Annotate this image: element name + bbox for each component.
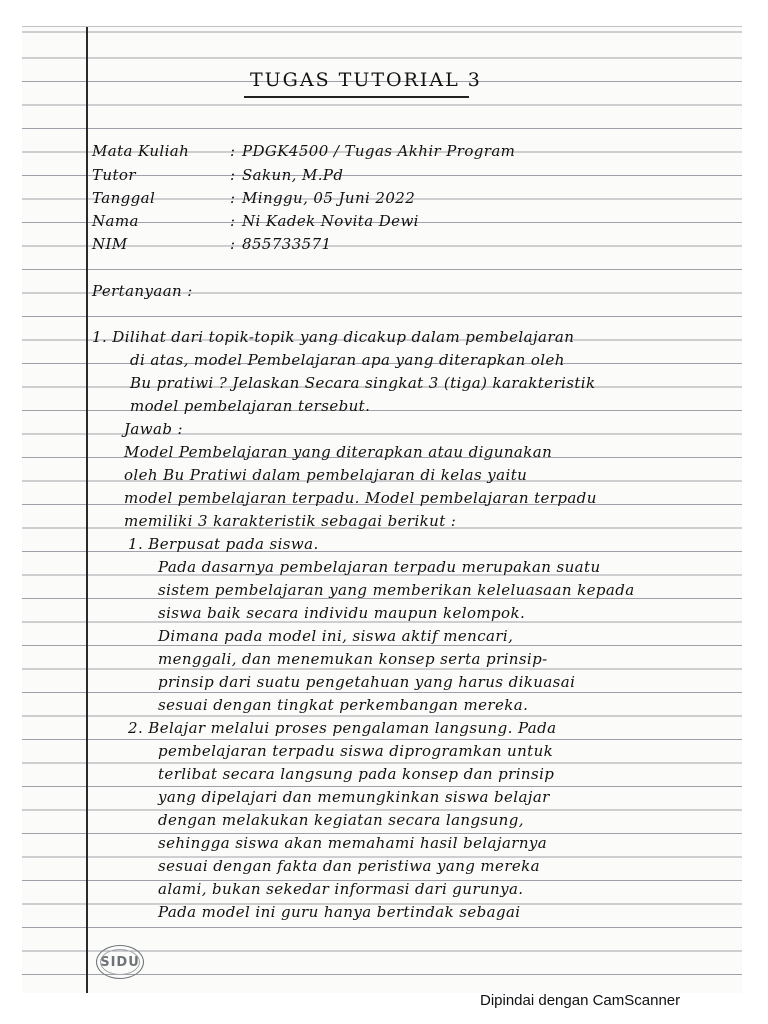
nim-value: 855733571	[242, 235, 332, 253]
point-1-line: Pada dasarnya pembelajaran terpadu merupakan suatu	[158, 558, 601, 576]
colon: :	[230, 166, 236, 184]
nama-label: Nama	[92, 212, 139, 230]
point-1-line: Dimana pada model ini, siswa aktif mencari,	[158, 627, 514, 645]
nama-value: Ni Kadek Novita Dewi	[242, 212, 419, 230]
point-2-line: 2. Belajar melalui proses pengalaman langsung. Pada	[128, 719, 557, 737]
tutor-label: Tutor	[92, 166, 136, 184]
colon: :	[230, 142, 236, 160]
point-2-line: sesuai dengan fakta dan peristiwa yang mereka	[158, 857, 540, 875]
answer-line: memiliki 3 karakteristik sebagai berikut :	[124, 512, 457, 530]
point-2-line: terlibat secara langsung pada konsep dan prinsip	[158, 765, 555, 783]
answer-line: Model Pembelajaran yang diterapkan atau digunakan	[124, 443, 553, 461]
point-2-line: alami, bukan sekedar informasi dari gurunya.	[158, 880, 524, 898]
answer-line: model pembelajaran terpadu. Model pembelajaran terpadu	[124, 489, 597, 507]
colon: :	[230, 189, 236, 207]
colon: :	[230, 212, 236, 230]
pertanyaan-label: Pertanyaan :	[92, 282, 193, 300]
point-1-line: sesuai dengan tingkat perkembangan mereka.	[158, 696, 529, 714]
notebook-page	[22, 26, 742, 993]
question-line: Bu pratiwi ? Jelaskan Secara singkat 3 (tiga) karakteristik	[130, 374, 596, 392]
page-title: TUGAS TUTORIAL 3	[250, 69, 482, 91]
point-1-line: prinsip dari suatu pengetahuan yang harus dikuasai	[158, 673, 576, 691]
camscanner-footer: Dipindai dengan CamScanner	[480, 992, 681, 1009]
mata-kuliah-label: Mata Kuliah	[92, 142, 190, 160]
point-2-line: dengan melakukan kegiatan secara langsung,	[158, 811, 524, 829]
point-2-line: pembelajaran terpadu siswa diprogramkan untuk	[158, 742, 554, 760]
colon: :	[230, 235, 236, 253]
question-line: di atas, model Pembelajaran apa yang diterapkan oleh	[130, 351, 565, 369]
tutor-value: Sakun, M.Pd	[242, 166, 344, 184]
answer-line: oleh Bu Pratiwi dalam pembelajaran di kelas yaitu	[124, 466, 528, 484]
tanggal-value: Minggu, 05 Juni 2022	[242, 189, 416, 207]
question-line: 1. Dilihat dari topik-topik yang dicakup dalam pembelajaran	[92, 328, 575, 346]
nim-label: NIM	[92, 235, 128, 253]
jawab-label: Jawab :	[124, 420, 183, 438]
sidu-logo-text: SIDU	[100, 954, 140, 970]
point-1-line: menggali, dan menemukan konsep serta prinsip-	[158, 650, 548, 668]
point-1-line: siswa baik secara individu maupun kelompok.	[158, 604, 526, 622]
sidu-logo	[96, 945, 144, 979]
question-line: model pembelajaran tersebut.	[130, 397, 371, 415]
point-1-line: sistem pembelajaran yang memberikan keleluasaan kepada	[158, 581, 635, 599]
point-2-line: yang dipelajari dan memungkinkan siswa belajar	[158, 788, 550, 806]
title-underline	[244, 96, 469, 98]
point-2-line: Pada model ini guru hanya bertindak sebagai	[158, 903, 521, 921]
tanggal-label: Tanggal	[92, 189, 156, 207]
mata-kuliah-value: PDGK4500 / Tugas Akhir Program	[242, 142, 516, 160]
margin-line	[86, 27, 88, 993]
point-1-heading: 1. Berpusat pada siswa.	[128, 535, 319, 553]
point-2-line: sehingga siswa akan memahami hasil belajarnya	[158, 834, 548, 852]
